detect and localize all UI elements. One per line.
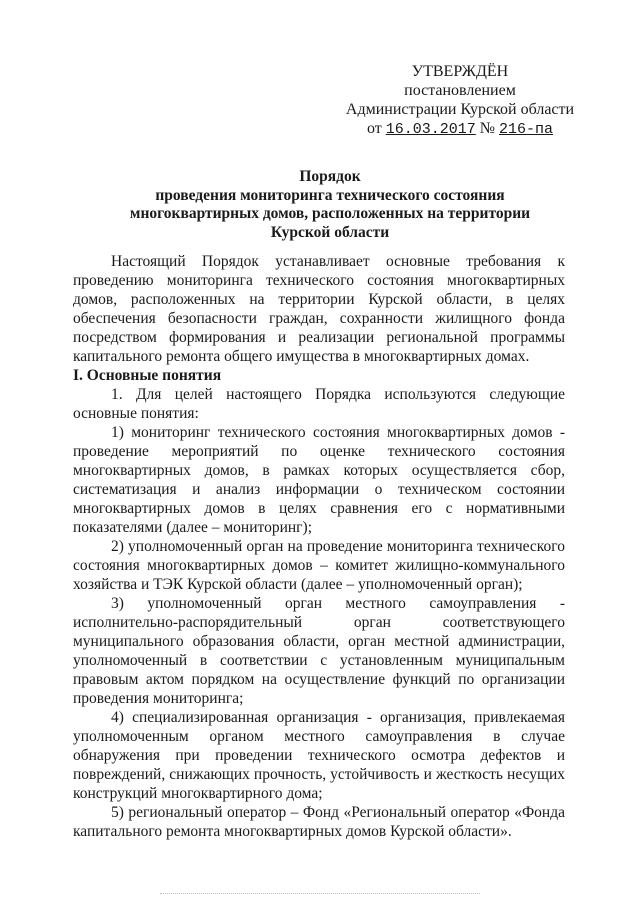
definition-item-1: 1) мониторинг технического состояния многоквартирных домов - проведение мероприятий по оценке технического состояния многоквартирных домов, в рамках которых осуществляется сбор, систематизация и анализ информации о техническом состоянии многоквартирных домов в целях сравнения его с нормативными показателями (далее – мониторинг); [73,424,565,536]
approval-date-line [340,119,580,139]
title-line-1: Порядок [299,168,361,185]
approval-number: 216-па [499,121,554,138]
definition-item-3: 3) уполномоченный орган местного самоуправления - исполнительно-распорядительный орган соответствующего муниципального образования области, орган местной администрации, уполномоченный в соответствии с установленным муниципальным правовым актом порядком на осуществление функций по организации проведения мониторинга; [73,595,565,707]
approval-status: УТВЕРЖДЁН [411,63,509,80]
approval-date: 16.03.2017 [385,121,476,138]
approval-authority: Администрации Курской области [345,101,575,118]
date-prefix: от [366,120,382,137]
definition-item-2: 2) уполномоченный орган на проведение мониторинга технического состояния многоквартирных домов – комитет жилищно-коммунального хозяйства и ТЭК Курской области (далее – уполномоченный орган); [73,538,565,593]
section-heading: I. Основные понятия [73,367,222,384]
definition-item-5: 5) региональный оператор – Фонд «Региональный оператор «Фонда капитального ремонта многоквартирных домов Курской области». [73,804,565,840]
page-bottom-rule [160,893,480,894]
approval-basis: постановлением [404,82,516,99]
definition-item-4: 4) специализированная организация - организация, привлекаемая уполномоченным органом местного самоуправления в случае обнаружения при проведении технического осмотра дефектов и повреждений, снижающих прочность, устойчивость и жесткость несущих конструкций многоквартирного дома; [73,709,565,802]
approval-block [340,62,580,139]
title-line-2: проведения мониторинга технического состояния [155,186,505,204]
clause-1: 1. Для целей настоящего Порядка используются следующие основные понятия: [73,386,565,422]
number-sign: № [479,120,496,137]
intro-paragraph: Настоящий Порядок устанавливает основные требования к проведению мониторинга технического состояния многоквартирных домов, расположенных на территории Курской области, в целях обеспечения безопасности граждан, сохранности жилищного фонда посредством формирования и реализации региональной программы капитального ремонта общего имущества в многоквартирных домах. [73,253,565,365]
title-line-4: Курской области [270,223,390,241]
title-line-3: многоквартирных домов, расположенных на территории [129,205,531,222]
document-title [80,168,580,242]
document-body [73,252,565,841]
